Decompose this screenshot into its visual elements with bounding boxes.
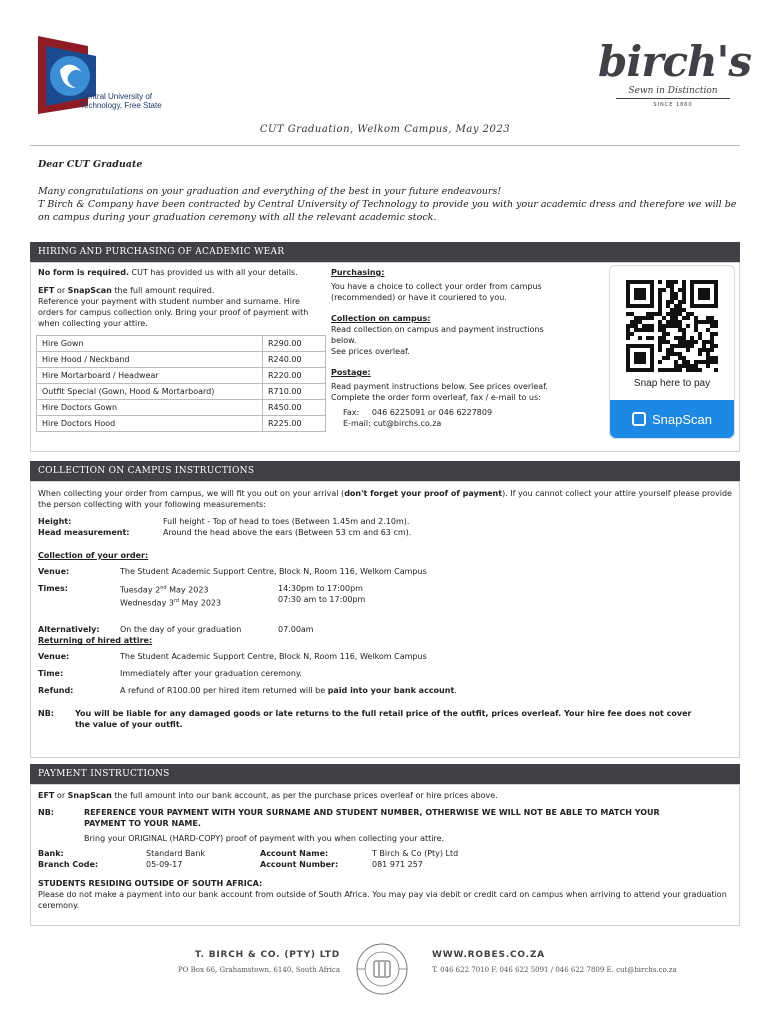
snapscan-button[interactable] [610,400,734,438]
price-row [37,384,326,400]
intro-line1: Many congratulations on your graduation and everything of the best in your future endeavours! [38,186,502,197]
postage-text: Read payment instructions below. See prices overleaf. Complete the order form overleaf, fax / e-mail to us: [331,382,548,402]
footer-crest-icon [355,942,409,996]
postage-title: Postage: [331,368,371,377]
payment-nb-row: NB: REFERENCE YOUR PAYMENT WITH YOUR SURNAME AND STUDENT NUMBER, OTHERWISE WE WILL NOT BE ABLE TO MATCH YOUR PAYMENT TO YOUR NAME. [38,808,660,828]
account-number-label: Account Number: [260,860,339,869]
reference-text: Reference your payment with student number and surname. Hire orders for campus collection only. Bring your proof of payment with when collecting your attire. [38,297,309,328]
account-number-value: 081 971 257 [372,860,423,869]
day1: Tuesday 2nd May 2023 [120,585,209,595]
height-row: Height: Full height - Top of head to toes (Between 1.45m and 2.10m). [38,517,410,526]
price-item-value: R290.00 [263,336,326,352]
collection-intro: When collecting your order from campus, we will fit you out on your arrival (don't forget your proof of payment). If you cannot collect your attire yourself please provide the person collecting with your following measurements: [38,489,732,509]
return-title: Returning of hired attire: [38,636,153,646]
hiring-heading: HIRING AND PURCHASING OF ACADEMIC WEAR [30,242,740,262]
ret-time-row: Time: Immediately after your graduation ceremony. [38,669,303,679]
footer-contacts: T. 046 622 7010 F. 046 622 5091 / 046 622 7809 E. cut@birchs.co.za [432,966,677,974]
price-row [37,336,326,352]
snapscan-card[interactable] [609,265,735,439]
cut-name-line1: Central University of [80,92,153,101]
price-item-name: Hire Mortarboard / Headwear [37,368,263,384]
payment-box [30,784,740,926]
cut-name-line2: Technology, Free State [80,101,162,110]
price-table [36,335,326,432]
qr-code-icon[interactable] [626,280,718,372]
price-item-value: R225.00 [263,416,326,432]
head-row: Head measurement: Around the head above the ears (Between 53 cm and 63 cm). [38,528,412,537]
branch-label: Branch Code: [38,860,99,869]
collection-title: Collection on campus: [331,314,431,323]
brand-name: birch's [598,37,752,86]
bank-label: Bank: [38,849,64,858]
price-item-name: Outfit Special (Gown, Hood & Mortarboard) [37,384,263,400]
purchasing-title: Purchasing: [331,268,385,277]
price-item-value: R240.00 [263,352,326,368]
payment-heading: PAYMENT INSTRUCTIONS [30,764,740,784]
branch-value: 05-09-17 [146,860,183,869]
price-item-value: R710.00 [263,384,326,400]
cut-logo [38,36,188,116]
eft-text: EFT or SnapScan the full amount required. [38,286,215,295]
price-row [37,400,326,416]
outside-sa-title: STUDENTS RESIDING OUTSIDE OF SOUTH AFRICA: [38,879,263,888]
email-line: E-mail: cut@birchs.co.za [343,419,442,428]
payment-eft-text: EFT or SnapScan the full amount into our bank account, as per the purchase prices overleaf or hire prices above. [38,791,498,800]
day2-time: 07:30 am to 17:00pm [278,595,366,604]
price-row [37,352,326,368]
day2: Wednesday 3rd May 2023 [120,597,222,608]
alt-row: Alternatively: On the day of your graduation 07.00am [38,625,314,635]
brand-tagline: Sewn in Distinction [616,86,730,99]
price-item-value: R220.00 [263,368,326,384]
purchasing-text: You have a choice to collect your order from campus (recommended) or have it couriered to you. [331,282,542,302]
no-form-text: No form is required. CUT has provided us with all your details. [38,268,298,277]
footer-company: T. BIRCH & CO. (PTY) LTD [195,950,340,960]
price-item-name: Hire Doctors Gown [37,400,263,416]
fax-line: Fax: 046 6225091 or 046 6227809 [343,408,493,417]
title-divider [30,145,740,146]
birchs-logo [598,37,752,120]
bank-value: Standard Bank [146,849,206,858]
venue-row: Venue: The Student Academic Support Centre, Block N, Room 116, Welkom Campus [38,567,427,576]
price-item-value: R450.00 [263,400,326,416]
page-title: CUT Graduation, Welkom Campus, May 2023 [259,124,511,135]
account-name-label: Account Name: [260,849,329,858]
bring-proof-text: Bring your ORIGINAL (HARD-COPY) proof of payment with you when collecting your attire. [84,834,445,843]
footer-website[interactable]: WWW.ROBES.CO.ZA [432,950,545,960]
snapscan-button-label: SnapScan [652,411,712,427]
brand-since: SINCE 1860 [653,102,693,108]
day1-time: 14:30pm to 17:00pm [278,584,363,593]
collection-heading: COLLECTION ON CAMPUS INSTRUCTIONS [30,461,740,481]
price-row [37,368,326,384]
refund-row: Refund: A refund of R100.00 per hired item returned will be paid into your bank account. [38,686,457,696]
ret-venue-row: Venue: The Student Academic Support Centre, Block N, Room 116, Welkom Campus [38,652,427,662]
price-item-name: Hire Hood / Neckband [37,352,263,368]
footer-address: PO Box 66, Grahamstown, 6140, South Africa [177,966,340,974]
snap-label: Snap here to pay [633,378,711,389]
salutation: Dear CUT Graduate [38,159,143,170]
collection-box [30,481,740,758]
hiring-box [30,262,740,452]
collection-text1: Read collection on campus and payment instructions below. [331,325,544,345]
collection-order-title: Collection of your order: [38,551,149,560]
intro-line2: T Birch & Company have been contracted by Central University of Technology to provide you with your academic dress and therefore we will be on campus during your graduation ceremony with all the relevant academic stock. [38,199,737,223]
snapscan-icon [632,412,646,426]
times-row: Times: Tuesday 2nd May 2023 Wednesday 3rd May 2023 14:30pm to 17:00pm 07:30 am to 17:00pm [38,584,366,608]
nb-row: NB: You will be liable for any damaged goods or late returns to the full retail price of the outfit, prices overleaf. Your hire fee does not cover the value of your outfit. [38,709,692,730]
account-name-value: T Birch & Co (Pty) Ltd [372,849,459,858]
collection-text2: See prices overleaf. [331,347,410,356]
price-item-name: Hire Doctors Hood [37,416,263,432]
outside-sa-text: Please do not make a payment into our bank account from outside of South Africa. You may pay via debit or credit card on campus when arriving to attend your graduation ceremony. [38,890,727,910]
price-row [37,416,326,432]
price-item-name: Hire Gown [37,336,263,352]
